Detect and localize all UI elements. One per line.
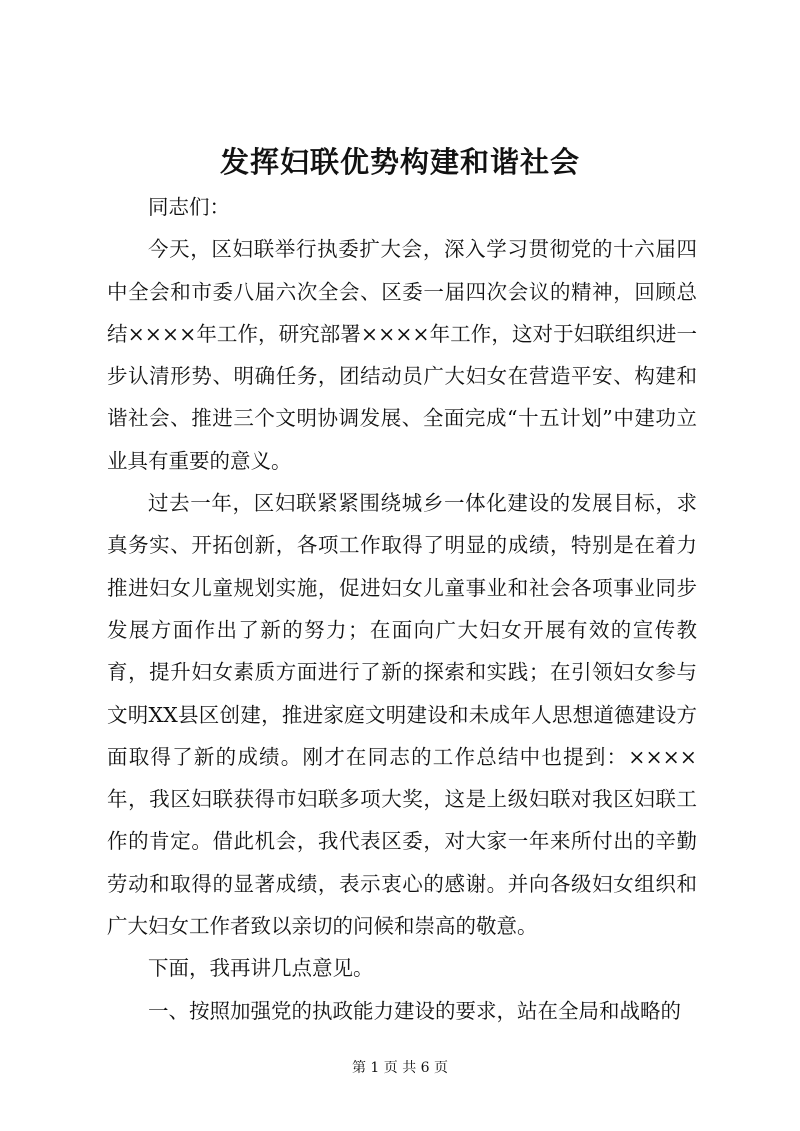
- document-title: 发挥妇联优势构建和谐社会: [219, 145, 580, 179]
- salutation-paragraph: 同志们：: [148, 195, 230, 219]
- body-paragraph: 一、按照加强党的执政能力建设的要求，站在全局和战略的: [148, 998, 681, 1023]
- document-body: [107, 186, 697, 1032]
- body-paragraph: 下面，我再讲几点意见。: [148, 956, 374, 981]
- body-paragraph: 过去一年，区妇联紧紧围绕城乡一体化建设的发展目标，求真务实、开拓创新，各项工作取得了明显的成绩，特别是在着力推进妇女儿童规划实施，促进妇女儿童事业和社会各项事业同步发展方面作出了新的努力；在面向广大妇女开展有效的宣传教育，提升妇女素质方面进行了新的探索和实践；在引领妇女参与文明XX县区创建，推进家庭文明建设和未成年人思想道德建设方面取得了新的成绩。刚才在同志的工作总结中也提到：××××年，我区妇联获得市妇联多项大奖，这是上级妇联对我区妇联工作的肯定。借此机会，我代表区委，对大家一年来所付出的辛勤劳动和取得的显著成绩，表示衷心的感谢。并向各级妇女组织和广大妇女工作者致以亲切的问候和崇高的敬意。: [107, 491, 697, 939]
- body-paragraph: 今天，区妇联举行执委扩大会，深入学习贯彻党的十六届四中全会和市委八届六次全会、区委一届四次会议的精神，回顾总结××××年工作，研究部署××××年工作，这对于妇联组织进一步认清形势、明确任务，团结动员广大妇女在营造平安、构建和谐社会、推进三个文明协调发展、全面完成“十五计划”中建功立业具有重要的意义。: [107, 237, 697, 473]
- page-number-footer: 第 1 页 共 6 页: [351, 1060, 449, 1076]
